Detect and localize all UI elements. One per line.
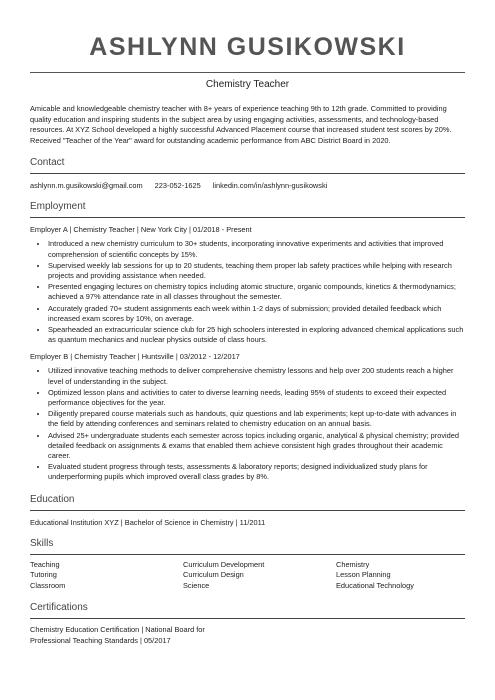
list-item: • Advised 25+ undergraduate students each semester across topics including organic, analytical & physical chemistry; provided detailed feedback on assignments & exams that enabled them achieve consistent high grades throughout their academic career. <box>48 431 465 462</box>
skills-grid <box>30 560 465 592</box>
job-header: Employer A | Chemistry Teacher | New York City | 01/2018 - Present <box>30 225 252 235</box>
skill-item: Educational Technology <box>336 580 414 590</box>
list-item: • Accurately graded 70+ student assignments each week within 1-2 days of submission; provided detailed feedback which increased exam scores by 10%, on average. <box>48 304 465 324</box>
skill-item: Teaching <box>30 559 60 569</box>
list-item: • Presented engaging lectures on chemistry topics including atomic structure, organic compounds, kinetics & thermodynamics; achieved a 97% attendance rate in all classes throughout the semester. <box>48 282 465 302</box>
skill-item: Curriculum Development <box>183 559 265 569</box>
job-entry <box>30 225 465 345</box>
employment-heading: Employment <box>30 201 465 218</box>
summary-paragraph: Amicable and knowledgeable chemistry teacher with 8+ years of experience teaching 9th to 12th grade. Committed to providing quality education and inspiring students in the subject area by using engaging activities, assessments, and technology-based resources. At XYZ School developed a highly successful Advanced Placement course that increased student test scores by 20%. Received "Teacher of the Year" award for outstanding academic performance from ABC District Board in 2020. <box>30 104 452 145</box>
list-item: • Diligently prepared course materials such as handouts, quiz questions and lab experiments; kept up-to-date with advances in the field by attending conferences and seminars related to chemistry education on an annual basis. <box>48 409 465 429</box>
list-item: • Evaluated student progress through tests, assessments & laboratory reports; designed individualized study plans for underperforming pupils which improved overall class grades by 8%. <box>48 462 465 482</box>
skill-item: Science <box>183 580 210 590</box>
job-bullets <box>30 239 465 345</box>
job-header: Employer B | Chemistry Teacher | Huntsville | 03/2012 - 12/2017 <box>30 352 240 362</box>
header-divider <box>30 72 465 73</box>
skill-item: Tutoring <box>30 570 57 580</box>
skill-item: Lesson Planning <box>336 570 391 580</box>
job-entry <box>30 352 465 482</box>
certification-entry: Chemistry Education Certification | National Board for Professional Teaching Standards | 05/2017 <box>30 625 205 646</box>
skill-item: Chemistry <box>336 559 370 569</box>
contact-row <box>30 181 465 190</box>
education-entry: Educational Institution XYZ | Bachelor of Science in Chemistry | 11/2011 <box>30 517 266 527</box>
certifications-heading: Certifications <box>30 602 465 619</box>
list-item: • Introduced a new chemistry curriculum to 30+ students, incorporating innovative experiments and activities that improved comprehension of scientific concepts by 15%. <box>48 239 465 259</box>
education-heading: Education <box>30 494 465 511</box>
job-title: Chemistry Teacher <box>205 79 290 90</box>
list-item: • Spearheaded an extracurricular science club for 25 high schoolers interested in exploring advanced chemical applications such as quantum mechanics and nuclear physics outside of class hours. <box>48 325 465 345</box>
skill-item: Curriculum Design <box>183 570 244 580</box>
job-bullets <box>30 366 465 482</box>
linkedin-link[interactable]: linkedin.com/in/ashlynn-gusikowski <box>212 181 328 191</box>
email-link[interactable]: ashlynn.m.gusikowski@gmail.com <box>30 181 143 191</box>
candidate-name: ASHLYNN GUSIKOWSKI <box>89 33 406 61</box>
contact-heading: Contact <box>30 157 465 174</box>
skill-item: Classroom <box>30 580 66 590</box>
list-item: • Supervised weekly lab sessions for up to 20 students, teaching them proper lab safety practices while helping with research projects and providing assistance when needed. <box>48 261 465 281</box>
skills-heading: Skills <box>30 538 465 555</box>
list-item: • Utilized innovative teaching methods to deliver comprehensive chemistry lessons and help over 200 students reach a higher level of understanding in the subject. <box>48 366 465 386</box>
phone-number: 223-052-1625 <box>154 181 201 191</box>
list-item: • Optimized lesson plans and activities to cater to diverse learning needs, leading 95% of students to exceed their expected performance objectives for the year. <box>48 388 465 408</box>
